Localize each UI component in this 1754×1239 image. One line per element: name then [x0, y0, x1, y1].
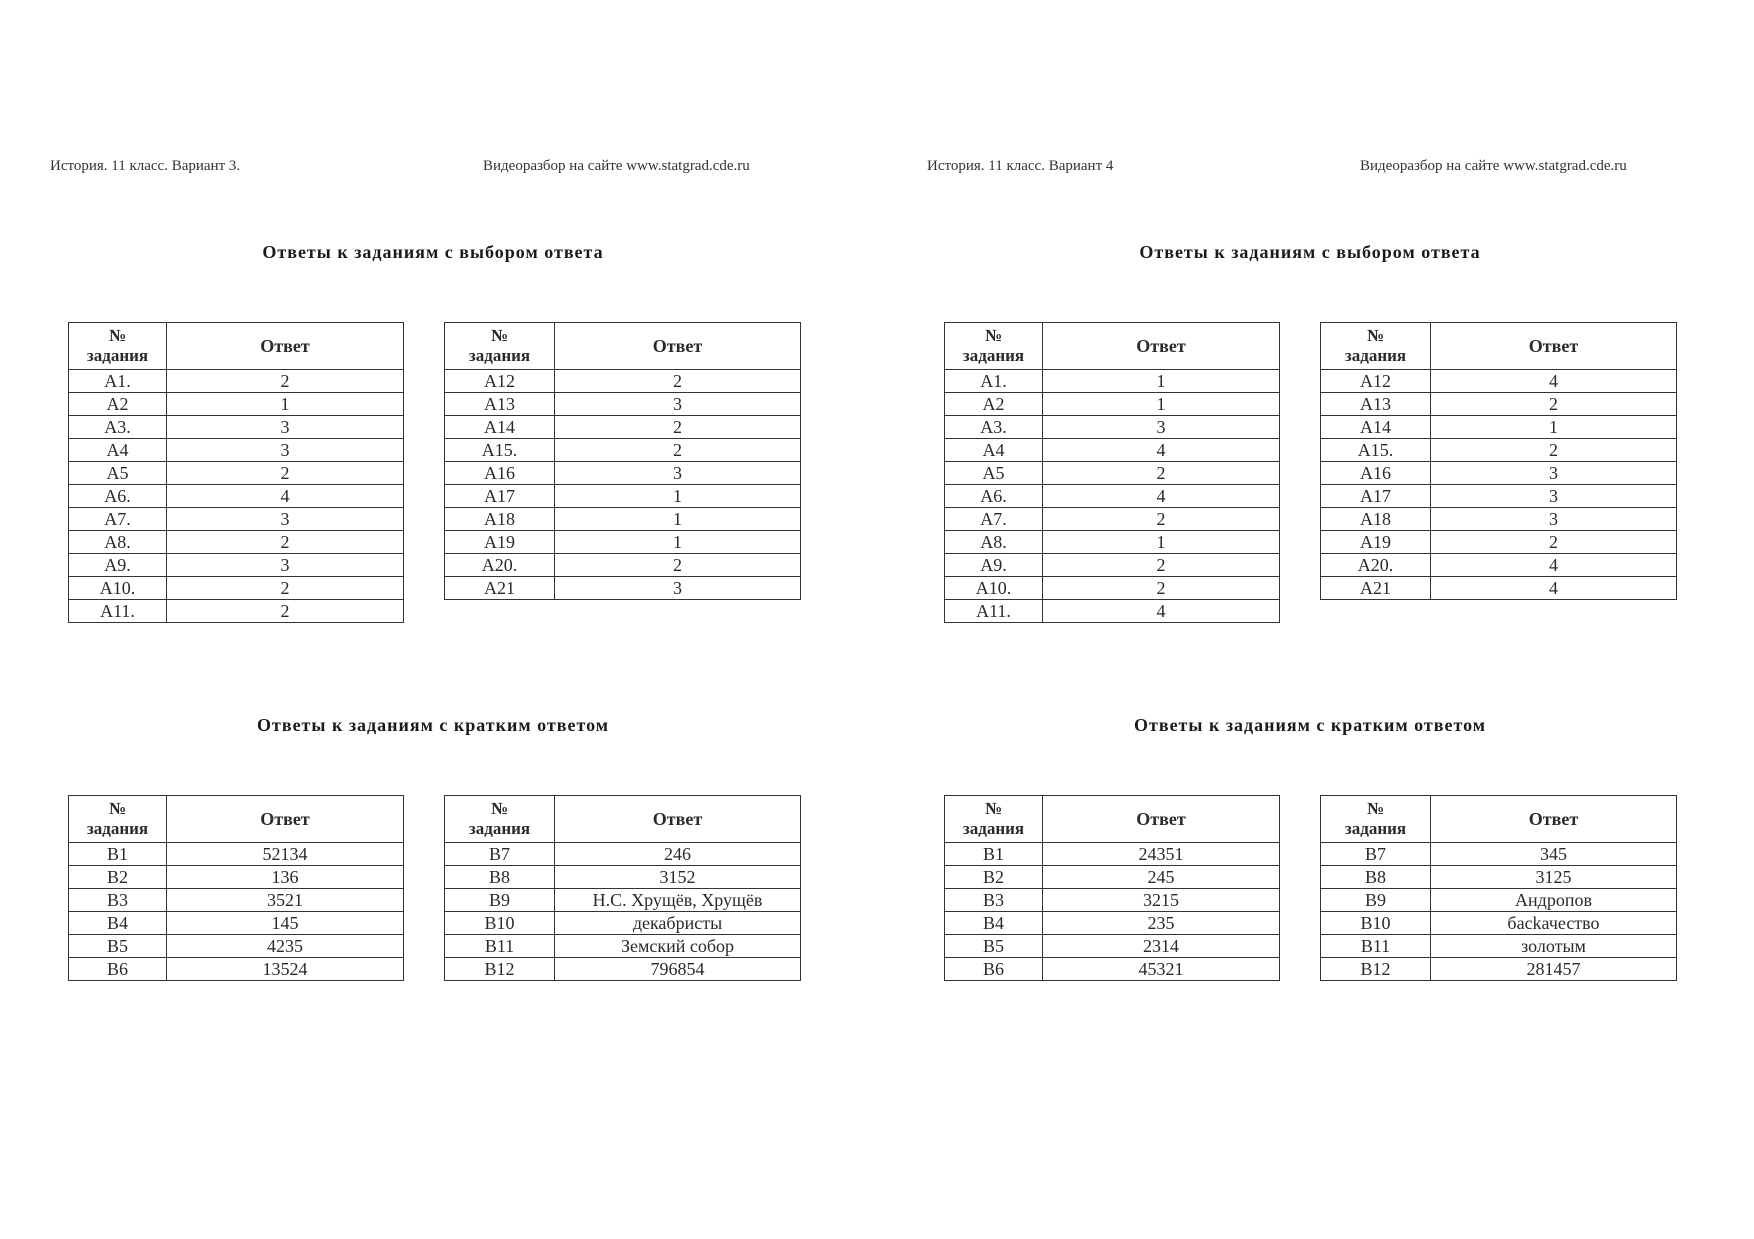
answer-cell: 1	[1431, 416, 1677, 439]
task-number-cell: B8	[445, 866, 555, 889]
answer-cell: 2	[1043, 462, 1280, 485]
answer-table	[68, 795, 404, 981]
table-row	[69, 866, 404, 889]
answer-cell: 13524	[167, 958, 404, 981]
task-number-cell: B3	[945, 889, 1043, 912]
answer-cell: Андропов	[1431, 889, 1677, 912]
task-number-cell: A20.	[445, 554, 555, 577]
answer-cell: 2	[167, 531, 404, 554]
task-number-cell: B5	[945, 935, 1043, 958]
task-number-cell: B11	[1321, 935, 1431, 958]
task-number-cell: A8.	[69, 531, 167, 554]
answer-cell: 2	[167, 462, 404, 485]
answer-cell: 3	[167, 439, 404, 462]
task-number-cell: A12	[1321, 370, 1431, 393]
answer-table	[444, 322, 801, 600]
answer-cell: 4	[1431, 370, 1677, 393]
page-header-right: Видеоразбор на сайте www.statgrad.cde.ru	[483, 158, 750, 174]
column-header-task-number	[1321, 796, 1431, 843]
column-header-answer: Ответ	[1043, 796, 1280, 843]
table-row	[445, 889, 801, 912]
table-row	[69, 439, 404, 462]
table-header-row	[945, 796, 1280, 843]
task-number-cell: A14	[445, 416, 555, 439]
task-number-cell: B12	[445, 958, 555, 981]
answer-cell: 3	[1431, 508, 1677, 531]
task-number-cell: B1	[945, 843, 1043, 866]
table-row	[445, 554, 801, 577]
task-number-cell: A2	[69, 393, 167, 416]
answer-cell: 281457	[1431, 958, 1677, 981]
answer-cell: 3	[167, 416, 404, 439]
number-sign: №	[490, 326, 509, 345]
task-number-cell: A21	[445, 577, 555, 600]
table-header-row	[69, 323, 404, 370]
section-title-choice: Ответы к заданиям с выбором ответа	[1139, 242, 1481, 262]
column-header-task-number	[69, 796, 167, 843]
task-number-cell: B7	[1321, 843, 1431, 866]
table-row	[445, 577, 801, 600]
page-header-left: История. 11 класс. Вариант 4	[927, 158, 1114, 174]
table-row	[69, 370, 404, 393]
table-row	[945, 485, 1280, 508]
table-row	[445, 485, 801, 508]
answer-cell: 345	[1431, 843, 1677, 866]
table-row	[69, 889, 404, 912]
answer-cell: 2	[555, 439, 801, 462]
table-row	[445, 958, 801, 981]
task-word: задания	[1344, 346, 1407, 365]
task-number-cell: A7.	[945, 508, 1043, 531]
task-number-cell: B10	[1321, 912, 1431, 935]
answer-cell: 4	[1043, 600, 1280, 623]
table-row	[945, 531, 1280, 554]
answer-cell: 1	[1043, 370, 1280, 393]
answer-cell: 3	[555, 393, 801, 416]
table-row	[69, 393, 404, 416]
column-header-task-number	[945, 796, 1043, 843]
task-number-cell: A3.	[69, 416, 167, 439]
table-row	[69, 508, 404, 531]
task-number-cell: A18	[1321, 508, 1431, 531]
task-number-cell: B1	[69, 843, 167, 866]
column-header-answer: Ответ	[1431, 796, 1677, 843]
answer-cell: 1	[1043, 393, 1280, 416]
table-row	[445, 462, 801, 485]
task-number-cell: A5	[69, 462, 167, 485]
answer-cell: 2314	[1043, 935, 1280, 958]
number-sign: №	[108, 326, 127, 345]
task-word: задания	[86, 346, 149, 365]
table-row	[945, 600, 1280, 623]
table-row	[945, 393, 1280, 416]
answer-cell: 1	[1043, 531, 1280, 554]
table-row	[1321, 889, 1677, 912]
task-number-cell: B6	[69, 958, 167, 981]
answer-cell: 1	[167, 393, 404, 416]
answer-cell: 1	[555, 485, 801, 508]
answer-table	[944, 795, 1280, 981]
answer-cell: 3521	[167, 889, 404, 912]
task-number-cell: A17	[1321, 485, 1431, 508]
answer-cell: 52134	[167, 843, 404, 866]
table-row	[69, 935, 404, 958]
answer-cell: 3152	[555, 866, 801, 889]
task-number-cell: B12	[1321, 958, 1431, 981]
task-word: задания	[1344, 819, 1407, 838]
answer-cell: 235	[1043, 912, 1280, 935]
answer-cell: декабристы	[555, 912, 801, 935]
task-number-cell: A9.	[69, 554, 167, 577]
answer-table	[444, 795, 801, 981]
task-number-cell: A11.	[945, 600, 1043, 623]
task-number-cell: B11	[445, 935, 555, 958]
task-number-cell: A19	[1321, 531, 1431, 554]
answer-table	[1320, 322, 1677, 600]
answer-cell: 2	[167, 600, 404, 623]
table-row	[69, 531, 404, 554]
task-number-cell: A14	[1321, 416, 1431, 439]
table-row	[945, 577, 1280, 600]
task-number-cell: B5	[69, 935, 167, 958]
task-number-cell: A1.	[69, 370, 167, 393]
answer-cell: 2	[1043, 554, 1280, 577]
task-number-cell: A16	[1321, 462, 1431, 485]
answer-cell: 4235	[167, 935, 404, 958]
page-header-right: Видеоразбор на сайте www.statgrad.cde.ru	[1360, 158, 1627, 174]
task-number-cell: B7	[445, 843, 555, 866]
answer-table	[944, 322, 1280, 623]
column-header-answer: Ответ	[1431, 323, 1677, 370]
column-header-answer: Ответ	[167, 323, 404, 370]
task-number-cell: A19	[445, 531, 555, 554]
answer-cell: 24351	[1043, 843, 1280, 866]
number-sign: №	[984, 799, 1003, 818]
table-row	[1321, 843, 1677, 866]
table-row	[1321, 393, 1677, 416]
table-header-row	[69, 796, 404, 843]
section-title-short: Ответы к заданиям с кратким ответом	[1134, 715, 1486, 735]
table-row	[69, 462, 404, 485]
table-row	[445, 935, 801, 958]
task-number-cell: A3.	[945, 416, 1043, 439]
answer-cell: 3	[167, 554, 404, 577]
column-header-answer: Ответ	[167, 796, 404, 843]
table-row	[69, 600, 404, 623]
table-row	[945, 370, 1280, 393]
task-number-cell: A9.	[945, 554, 1043, 577]
table-row	[1321, 912, 1677, 935]
column-header-answer: Ответ	[1043, 323, 1280, 370]
table-row	[445, 393, 801, 416]
table-header-row	[1321, 796, 1677, 843]
answer-cell: 246	[555, 843, 801, 866]
task-number-cell: A13	[445, 393, 555, 416]
task-number-cell: A5	[945, 462, 1043, 485]
answer-cell: 4	[1043, 485, 1280, 508]
column-header-task-number	[445, 323, 555, 370]
task-number-cell: A17	[445, 485, 555, 508]
table-row	[69, 416, 404, 439]
task-number-cell: A4	[945, 439, 1043, 462]
table-row	[1321, 554, 1677, 577]
table-row	[945, 554, 1280, 577]
answer-cell: 3	[1431, 485, 1677, 508]
table-row	[445, 439, 801, 462]
answer-table	[1320, 795, 1677, 981]
table-header-row	[445, 796, 801, 843]
answer-cell: 2	[555, 416, 801, 439]
table-row	[69, 485, 404, 508]
task-word: задания	[86, 819, 149, 838]
answer-cell: 145	[167, 912, 404, 935]
table-row	[445, 370, 801, 393]
task-number-cell: A18	[445, 508, 555, 531]
answer-cell: 2	[555, 554, 801, 577]
table-row	[945, 843, 1280, 866]
number-sign: №	[984, 326, 1003, 345]
table-row	[69, 912, 404, 935]
number-sign: №	[1366, 326, 1385, 345]
answer-cell: 4	[1431, 554, 1677, 577]
answer-cell: 2	[1431, 393, 1677, 416]
table-row	[1321, 462, 1677, 485]
task-word: задания	[468, 819, 531, 838]
answer-cell: 3	[1043, 416, 1280, 439]
table-row	[69, 958, 404, 981]
task-number-cell: A21	[1321, 577, 1431, 600]
table-row	[945, 462, 1280, 485]
answer-cell: 136	[167, 866, 404, 889]
answer-cell: 3125	[1431, 866, 1677, 889]
table-row	[1321, 958, 1677, 981]
task-number-cell: B9	[445, 889, 555, 912]
task-number-cell: B10	[445, 912, 555, 935]
task-number-cell: B6	[945, 958, 1043, 981]
answer-cell: 1	[555, 531, 801, 554]
table-row	[1321, 866, 1677, 889]
task-number-cell: A4	[69, 439, 167, 462]
task-number-cell: B8	[1321, 866, 1431, 889]
task-number-cell: A8.	[945, 531, 1043, 554]
answer-cell: Н.С. Хрущёв, Хрущёв	[555, 889, 801, 912]
column-header-answer: Ответ	[555, 796, 801, 843]
task-number-cell: A15.	[445, 439, 555, 462]
table-row	[69, 843, 404, 866]
table-header-row	[1321, 323, 1677, 370]
answer-cell: золотым	[1431, 935, 1677, 958]
task-number-cell: A7.	[69, 508, 167, 531]
task-word: задания	[962, 346, 1025, 365]
task-number-cell: A1.	[945, 370, 1043, 393]
table-row	[1321, 416, 1677, 439]
task-number-cell: A20.	[1321, 554, 1431, 577]
task-number-cell: A6.	[945, 485, 1043, 508]
task-word: задания	[962, 819, 1025, 838]
table-row	[1321, 577, 1677, 600]
table-row	[945, 866, 1280, 889]
task-number-cell: A10.	[69, 577, 167, 600]
section-title-short: Ответы к заданиям с кратким ответом	[257, 715, 609, 735]
answer-cell: 2	[167, 370, 404, 393]
answer-cell: 3215	[1043, 889, 1280, 912]
table-row	[445, 866, 801, 889]
answer-cell: басkачество	[1431, 912, 1677, 935]
answer-cell: 3	[1431, 462, 1677, 485]
answer-cell: 1	[555, 508, 801, 531]
table-row	[1321, 485, 1677, 508]
task-number-cell: B9	[1321, 889, 1431, 912]
table-row	[945, 439, 1280, 462]
task-number-cell: B2	[69, 866, 167, 889]
answer-cell: 2	[1043, 577, 1280, 600]
answer-cell: 4	[1431, 577, 1677, 600]
answer-cell: 45321	[1043, 958, 1280, 981]
task-number-cell: A6.	[69, 485, 167, 508]
table-row	[945, 912, 1280, 935]
answer-cell: 2	[1431, 531, 1677, 554]
answer-cell: 3	[555, 462, 801, 485]
table-row	[945, 508, 1280, 531]
table-row	[445, 531, 801, 554]
task-number-cell: B3	[69, 889, 167, 912]
table-header-row	[945, 323, 1280, 370]
column-header-task-number	[1321, 323, 1431, 370]
task-number-cell: A11.	[69, 600, 167, 623]
task-number-cell: A16	[445, 462, 555, 485]
section-title-choice: Ответы к заданиям с выбором ответа	[262, 242, 604, 262]
table-row	[1321, 531, 1677, 554]
task-number-cell: A10.	[945, 577, 1043, 600]
number-sign: №	[490, 799, 509, 818]
table-row	[1321, 370, 1677, 393]
answer-cell: 2	[167, 577, 404, 600]
answer-table	[68, 322, 404, 623]
answer-cell: 2	[555, 370, 801, 393]
table-row	[1321, 935, 1677, 958]
page-header-left: История. 11 класс. Вариант 3.	[50, 158, 241, 174]
table-row	[945, 935, 1280, 958]
answer-cell: Земский собор	[555, 935, 801, 958]
table-row	[445, 843, 801, 866]
answer-cell: 3	[555, 577, 801, 600]
task-number-cell: A13	[1321, 393, 1431, 416]
task-number-cell: A15.	[1321, 439, 1431, 462]
answer-cell: 2	[1043, 508, 1280, 531]
table-row	[945, 889, 1280, 912]
task-number-cell: A2	[945, 393, 1043, 416]
task-number-cell: B4	[945, 912, 1043, 935]
column-header-task-number	[945, 323, 1043, 370]
table-row	[945, 416, 1280, 439]
table-row	[1321, 508, 1677, 531]
table-row	[69, 554, 404, 577]
answer-cell: 4	[1043, 439, 1280, 462]
table-row	[445, 912, 801, 935]
answer-cell: 4	[167, 485, 404, 508]
table-row	[69, 577, 404, 600]
table-row	[1321, 439, 1677, 462]
answer-cell: 245	[1043, 866, 1280, 889]
task-number-cell: A12	[445, 370, 555, 393]
task-word: задания	[468, 346, 531, 365]
table-row	[445, 416, 801, 439]
table-header-row	[445, 323, 801, 370]
task-number-cell: B4	[69, 912, 167, 935]
table-row	[445, 508, 801, 531]
number-sign: №	[1366, 799, 1385, 818]
column-header-answer: Ответ	[555, 323, 801, 370]
answer-cell: 2	[1431, 439, 1677, 462]
column-header-task-number	[69, 323, 167, 370]
number-sign: №	[108, 799, 127, 818]
answer-cell: 796854	[555, 958, 801, 981]
answer-cell: 3	[167, 508, 404, 531]
task-number-cell: B2	[945, 866, 1043, 889]
table-row	[945, 958, 1280, 981]
column-header-task-number	[445, 796, 555, 843]
